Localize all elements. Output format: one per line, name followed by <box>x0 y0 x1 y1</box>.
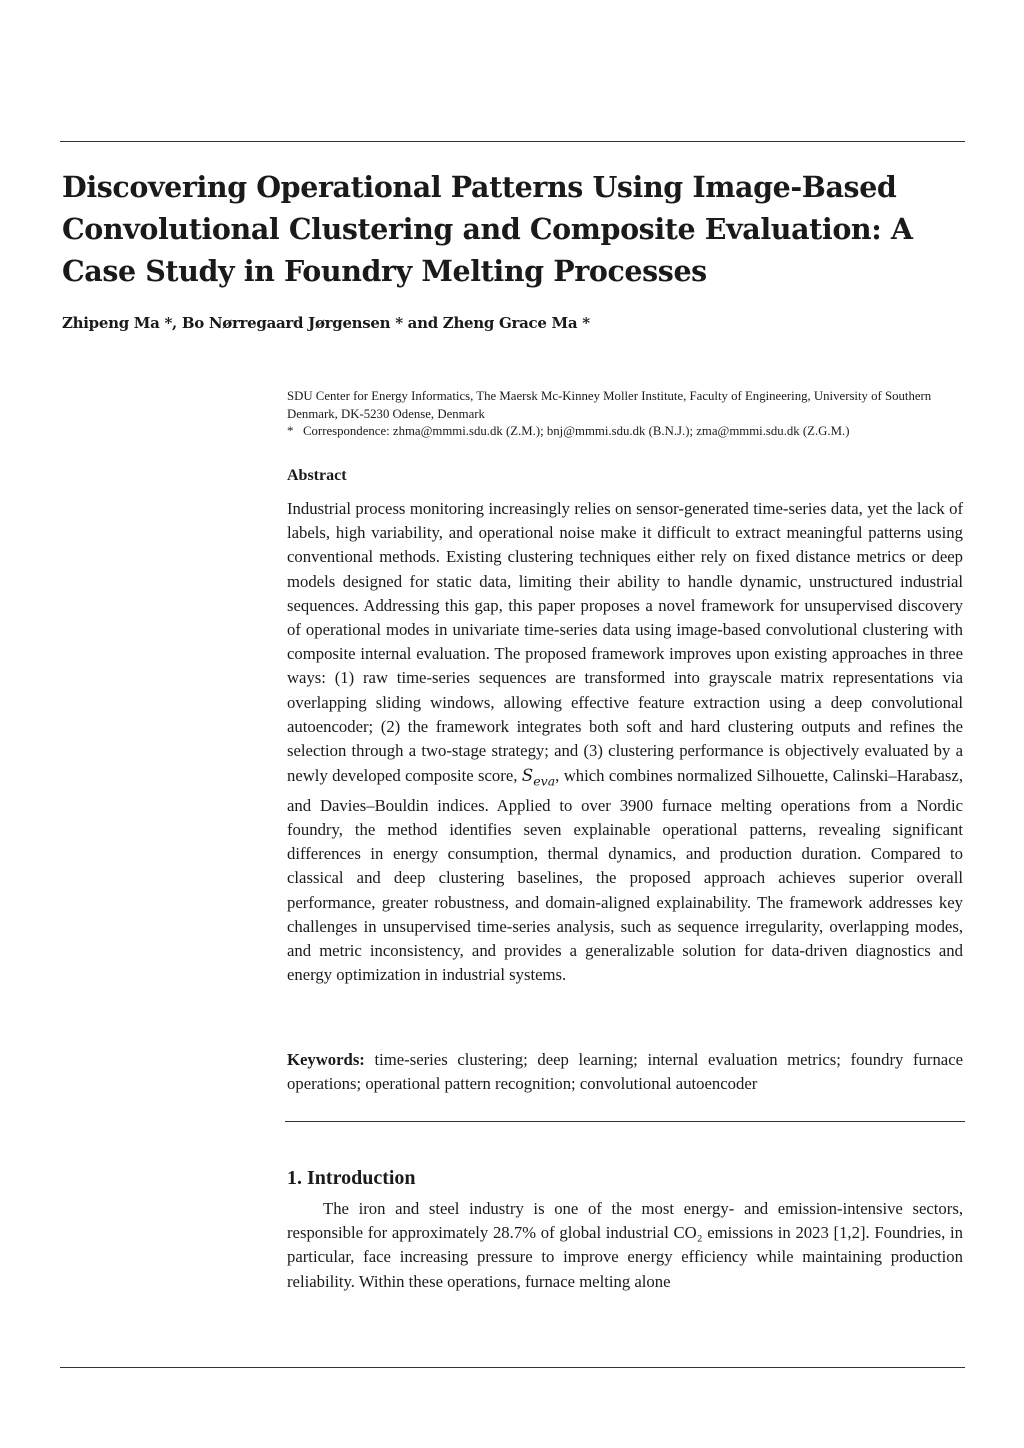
affiliation: SDU Center for Energy Informatics, The Maersk Mc-Kinney Moller Institute, Faculty of Engineering, University of Southern Denmark, DK-5230 Odense, Denmark <box>287 389 932 421</box>
bottom-rule <box>60 1367 965 1368</box>
correspondence: Correspondence: zhma@mmmi.sdu.dk (Z.M.); bnj@mmmi.sdu.dk (B.N.J.); zma@mmmi.sdu.dk (Z.G.M.) <box>303 424 850 438</box>
abstract-body <box>287 497 963 987</box>
correspondence-mark: * <box>287 424 294 438</box>
keywords-label: Keywords: <box>287 1050 365 1069</box>
abstract-text-1: Industrial process monitoring increasingly relies on sensor-generated time-series data, yet the lack of labels, high variability, and operational noise make it difficult to extract meaningful patterns using conventional methods. Existing clustering techniques either rely on fixed distance metrics or deep models designed for static data, limiting their ability to handle dynamic, unstructured industrial sequences. Addressing this gap, this paper proposes a novel framework for unsupervised discovery of operational modes in univariate time-series data using image-based convolutional clustering with composite internal evaluation. The proposed framework improves upon existing approaches in three ways: (1) raw time-series sequences are transformed into grayscale matrix representations via overlapping sliding windows, allowing effective feature extraction using a deep convolutional autoencoder; (2) the framework integrates both soft and hard clustering outputs and refines the selection through a two-stage strategy; and (3) clustering performance is objectively evaluated by a newly developed composite score, <box>287 499 963 786</box>
abstract-text-2: , which combines normalized Silhouette, Calinski–Harabasz, and Davies–Bouldin indices. Applied to over 3900 furnace melting operations from a Nordic foundry, the method identifies seven explainable operational patterns, revealing significant differences in energy consumption, thermal dynamics, and production duration. Compared to classical and deep clustering baselines, the proposed approach achieves superior overall performance, greater robustness, and domain-aligned explainability. The framework addresses key challenges in unsupervised time-series analysis, such as sequence irregularity, overlapping modes, and metric inconsistency, and provides a generalizable solution for data-driven diagnostics and energy optimization in industrial systems. <box>287 766 963 985</box>
affiliation-block <box>287 388 965 441</box>
intro-heading: 1. Introduction <box>287 1167 416 1189</box>
composite-score-symbol: $S_{eva}$ <box>521 765 556 789</box>
keywords-list: time-series clustering; deep learning; internal evaluation metrics; foundry furnace operations; operational pattern recognition; convolutional autoencoder <box>287 1050 964 1094</box>
abstract-heading: Abstract <box>287 467 347 484</box>
correspondence-line <box>287 423 965 441</box>
author-list: Zhipeng Ma *, Bo Nørregaard Jørgensen * and Zheng Grace Ma * <box>62 314 590 332</box>
paper-title: Discovering Operational Patterns Using Image-Based Convolutional Clustering and Composite Evaluation: A Case Study in Foundry Melting Processes <box>62 170 913 288</box>
intro-paragraph: The iron and steel industry is one of the most energy- and emission-intensive sectors, responsible for approximately 28.7% of global industrial CO₂ emissions in 2023 [1,2]. Foundries, in particular, face increasing pressure to improve energy efficiency while maintaining production reliability. Within these operations, furnace melting alone <box>287 1199 963 1291</box>
section-rule <box>285 1121 965 1122</box>
top-rule <box>60 141 965 142</box>
keywords <box>287 1048 963 1096</box>
